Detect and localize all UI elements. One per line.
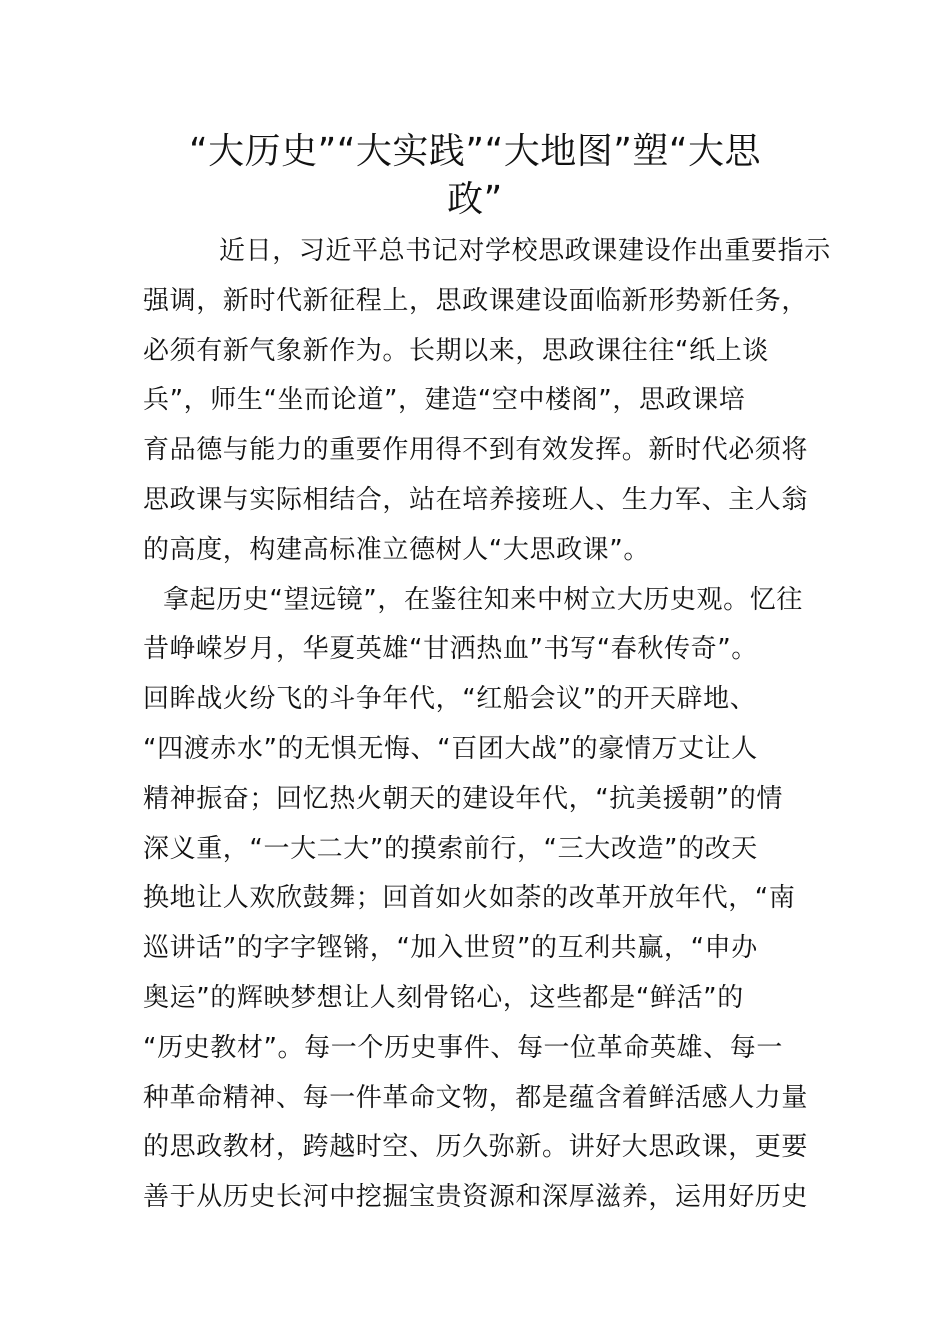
text-line: 思政课与实际相结合，站在培养接班人、生力军、主人翁 <box>143 484 809 515</box>
text-line: 奥运”的辉映梦想让人刻骨铭心，这些都是“鲜活”的 <box>143 982 744 1013</box>
text-line: 精神振奋；回忆热火朝天的建设年代，“抗美援朝”的情 <box>143 783 783 814</box>
paragraph-1 <box>143 227 831 576</box>
text-line: 必须有新气象新作为。长期以来，思政课往往“纸上谈 <box>143 335 769 366</box>
text-line: “四渡赤水”的无惧无悔、“百团大战”的豪情万丈让人 <box>143 733 758 764</box>
document-body <box>143 227 831 1223</box>
text-line: 拿起历史“望远镜”，在鉴往知来中树立大历史观。忆往 <box>163 584 803 615</box>
text-line: 巡讲话”的字字铿锵，“加入世贸”的互利共赢，“申办 <box>143 933 758 964</box>
text-line: 的思政教材，跨越时空、历久弥新。讲好大思政课，更要 <box>143 1132 809 1163</box>
text-line: 种革命精神、每一件革命文物，都是蕴含着鲜活感人力量 <box>143 1082 809 1113</box>
text-line: 育品德与能力的重要作用得不到有效发挥。新时代必须将 <box>143 435 809 466</box>
text-line: 换地让人欢欣鼓舞；回首如火如荼的改革开放年代，“南 <box>143 883 796 914</box>
paragraph-2 <box>143 576 813 1223</box>
text-line: 近日，习近平总书记对学校思政课建设作出重要指示 <box>219 236 831 266</box>
text-line: “历史教材”。每一个历史事件、每一位革命英雄、每一 <box>143 1032 783 1063</box>
text-line: 昔峥嵘岁月，华夏英雄“甘洒热血”书写“春秋传奇”。 <box>143 634 758 665</box>
title-line: 政” <box>447 179 503 220</box>
text-line: 回眸战火纷飞的斗争年代，“红船会议”的开天辟地、 <box>143 684 757 715</box>
text-line: 强调，新时代新征程上，思政课建设面临新形势新任务， <box>143 285 809 316</box>
text-line: 兵”，师生“坐而论道”，建造“空中楼阁”，思政课培 <box>143 385 746 416</box>
title-line: “大历史”“大实践”“大地图”塑“大思 <box>188 131 762 172</box>
text-line: 深义重，“一大二大”的摸索前行，“三大改造”的改天 <box>143 833 758 864</box>
text-line: 的高度，构建高标准立德树人“大思政课”。 <box>143 534 650 565</box>
text-line: 善于从历史长河中挖掘宝贵资源和深厚滋养，运用好历史 <box>143 1182 809 1213</box>
document-title <box>140 128 810 224</box>
